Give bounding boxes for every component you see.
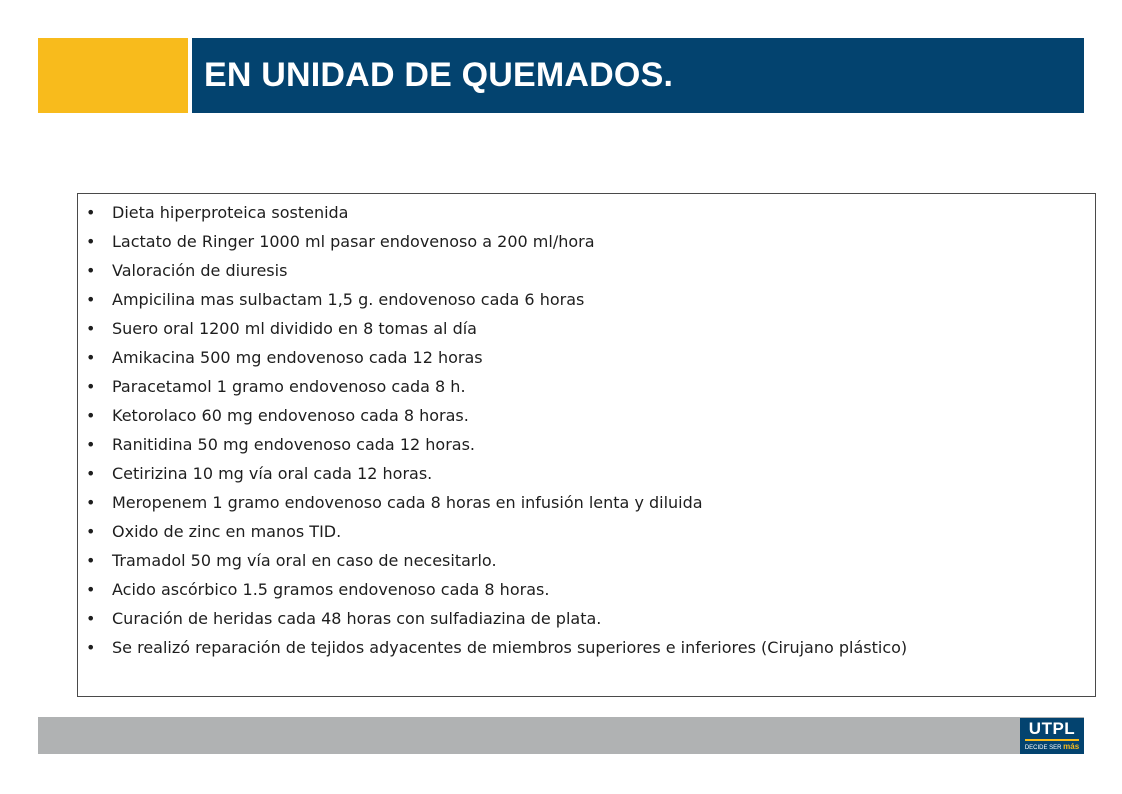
- bullet-icon: •: [86, 261, 96, 280]
- list-item-text: Ampicilina mas sulbactam 1,5 g. endovenoso cada 6 horas: [112, 290, 585, 309]
- list-item-text: Amikacina 500 mg endovenoso cada 12 horas: [112, 348, 483, 367]
- utpl-logo: [1020, 718, 1084, 754]
- bullet-icon: •: [86, 638, 96, 657]
- logo-tagline-prefix: DECIDE SER: [1024, 745, 1062, 751]
- list-item: [86, 551, 1095, 580]
- footer-bar: [38, 717, 1084, 754]
- page-title: EN UNIDAD DE QUEMADOS.: [204, 56, 674, 94]
- list-item: [86, 406, 1095, 435]
- header-accent-block: [38, 38, 188, 113]
- bullet-icon: •: [86, 203, 96, 222]
- list-item: [86, 348, 1095, 377]
- list-item: [86, 522, 1095, 551]
- bullet-icon: •: [86, 435, 96, 454]
- list-item: [86, 580, 1095, 609]
- list-item: [86, 609, 1095, 638]
- bullet-icon: •: [86, 464, 96, 483]
- list-item-text: Suero oral 1200 ml dividido en 8 tomas al día: [112, 319, 477, 338]
- bullet-icon: •: [86, 493, 96, 512]
- bullet-icon: •: [86, 551, 96, 570]
- list-item: [86, 203, 1095, 232]
- list-item-text: Cetirizina 10 mg vía oral cada 12 horas.: [112, 464, 433, 483]
- list-item: [86, 319, 1095, 348]
- list-item-text: Ranitidina 50 mg endovenoso cada 12 horas.: [112, 435, 475, 454]
- list-item-text: Dieta hiperproteica sostenida: [112, 203, 349, 222]
- list-item-text: Se realizó reparación de tejidos adyacentes de miembros superiores e inferiores (Cirujano plástico): [112, 638, 908, 657]
- content-box: [77, 193, 1096, 697]
- list-item-text: Ketorolaco 60 mg endovenoso cada 8 horas.: [112, 406, 469, 425]
- bullet-list: [78, 194, 1095, 667]
- title-bar: [192, 38, 1084, 113]
- bullet-icon: •: [86, 377, 96, 396]
- list-item: [86, 232, 1095, 261]
- list-item: [86, 464, 1095, 493]
- bullet-icon: •: [86, 522, 96, 541]
- list-item: [86, 493, 1095, 522]
- list-item-text: Valoración de diuresis: [112, 261, 288, 280]
- list-item-text: Acido ascórbico 1.5 gramos endovenoso cada 8 horas.: [112, 580, 550, 599]
- list-item: [86, 377, 1095, 406]
- list-item: [86, 290, 1095, 319]
- logo-tagline: [1023, 743, 1081, 752]
- list-item-text: Curación de heridas cada 48 horas con sulfadiazina de plata.: [112, 609, 602, 628]
- bullet-icon: •: [86, 580, 96, 599]
- logo-tagline-accent: más: [1063, 742, 1080, 751]
- bullet-icon: •: [86, 319, 96, 338]
- list-item-text: Meropenem 1 gramo endovenoso cada 8 horas en infusión lenta y diluida: [112, 493, 703, 512]
- bullet-icon: •: [86, 348, 96, 367]
- list-item-text: Lactato de Ringer 1000 ml pasar endovenoso a 200 ml/hora: [112, 232, 595, 251]
- list-item: [86, 435, 1095, 464]
- bullet-icon: •: [86, 406, 96, 425]
- list-item-text: Tramadol 50 mg vía oral en caso de necesitarlo.: [112, 551, 497, 570]
- list-item: [86, 261, 1095, 290]
- bullet-icon: •: [86, 609, 96, 628]
- logo-rule: [1025, 739, 1079, 741]
- list-item-text: Oxido de zinc en manos TID.: [112, 522, 342, 541]
- list-item-text: Paracetamol 1 gramo endovenoso cada 8 h.: [112, 377, 466, 396]
- bullet-icon: •: [86, 232, 96, 251]
- bullet-icon: •: [86, 290, 96, 309]
- logo-name: UTPL: [1028, 719, 1076, 738]
- list-item: [86, 638, 1095, 667]
